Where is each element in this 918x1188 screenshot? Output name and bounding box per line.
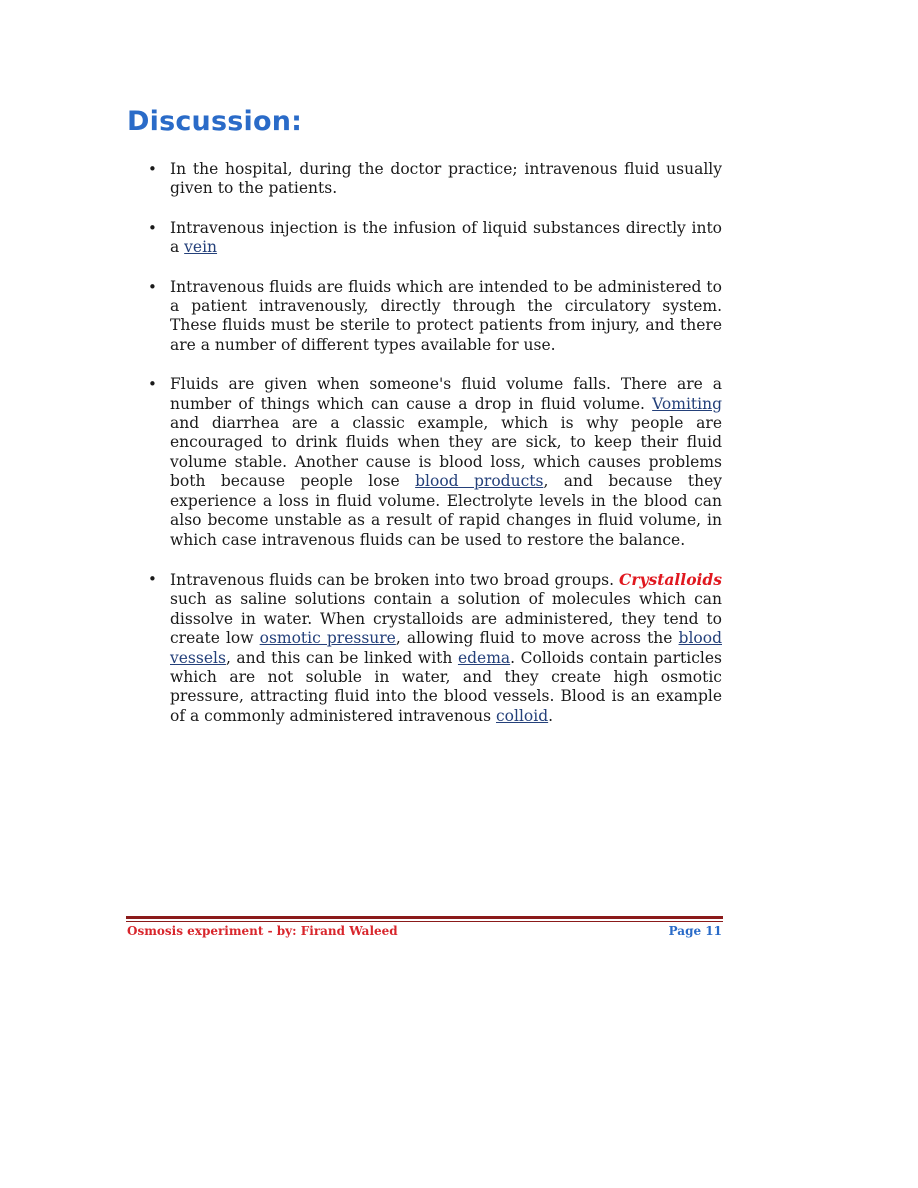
bullet-text: and diarrhea are a classic example, which is why people are encouraged to drink fluids when they are sick, to keep their fluid volume stable. Another cause is blood loss, which causes problems both because people lose: [170, 414, 722, 491]
bullet-dot-icon: •: [148, 160, 157, 178]
bullet-text: , and this can be linked with: [225, 648, 458, 667]
bullet-item-fluids-definition: [148, 277, 722, 356]
bullet-item-hospital: [148, 160, 722, 199]
bullet-dot-icon: •: [148, 218, 157, 237]
discussion-list: [148, 160, 723, 746]
bullet-text: Fluids are given when someone's fluid volume falls. There are a number of things which can cause a drop in fluid volume.: [170, 375, 722, 413]
page-heading: Discussion:: [127, 106, 303, 137]
link-vein[interactable]: vein: [184, 238, 218, 257]
page-number: Page 11: [668, 924, 722, 938]
footer-divider-thick: [126, 916, 723, 919]
bullet-item-fluid-groups: [148, 569, 722, 726]
bullet-text: Intravenous injection is the infusion of liquid substances directly into a: [170, 218, 722, 257]
bullet-dot-icon: •: [148, 375, 157, 394]
bullet-text: such as saline solutions contain a solution of molecules which can dissolve in water. When crystalloids are administered, they tend to create low: [170, 590, 722, 648]
link-colloid[interactable]: colloid: [496, 706, 549, 725]
bullet-text: In the hospital, during the doctor practice; intravenous fluid usually given to the patients.: [170, 160, 722, 198]
link-vomiting[interactable]: Vomiting: [652, 394, 722, 413]
bullet-item-fluid-volume: [148, 375, 723, 550]
bullet-text: . Colloids contain particles which are not soluble in water, and they create high osmotic pressure, attracting fluid into the blood vessels. Blood is an example of a commonly administered intravenous: [170, 648, 722, 725]
link-blood-vessels[interactable]: blood vessels: [170, 629, 722, 667]
bullet-dot-icon: •: [148, 569, 157, 588]
bullet-text: .: [548, 706, 554, 725]
bullet-text: Intravenous fluids are fluids which are intended to be administered to a patient intravenously, directly through the circulatory system. These fluids must be sterile to protect patients from injury, and there are a number of different types available for use.: [170, 277, 722, 354]
bullet-text: Intravenous fluids can be broken into two broad groups.: [170, 570, 619, 589]
footer-divider-thin: [126, 921, 723, 922]
bullet-dot-icon: •: [148, 277, 157, 296]
footer-title: Osmosis experiment - by: Firand Waleed: [127, 924, 398, 938]
bullet-item-injection: [148, 218, 722, 258]
term-crystalloids: Crystalloids: [618, 569, 722, 589]
link-blood-products[interactable]: blood products: [415, 472, 544, 491]
bullet-text: , and because they experience a loss in fluid volume. Electrolyte levels in the blood can also become unstable as a result of rapid changes in fluid volume, in which case intravenous fluids can be used to restore the balance.: [170, 472, 723, 549]
link-edema[interactable]: edema: [457, 648, 511, 667]
link-osmotic-pressure[interactable]: osmotic pressure: [259, 629, 396, 648]
bullet-text: , allowing fluid to move across the: [395, 629, 679, 648]
